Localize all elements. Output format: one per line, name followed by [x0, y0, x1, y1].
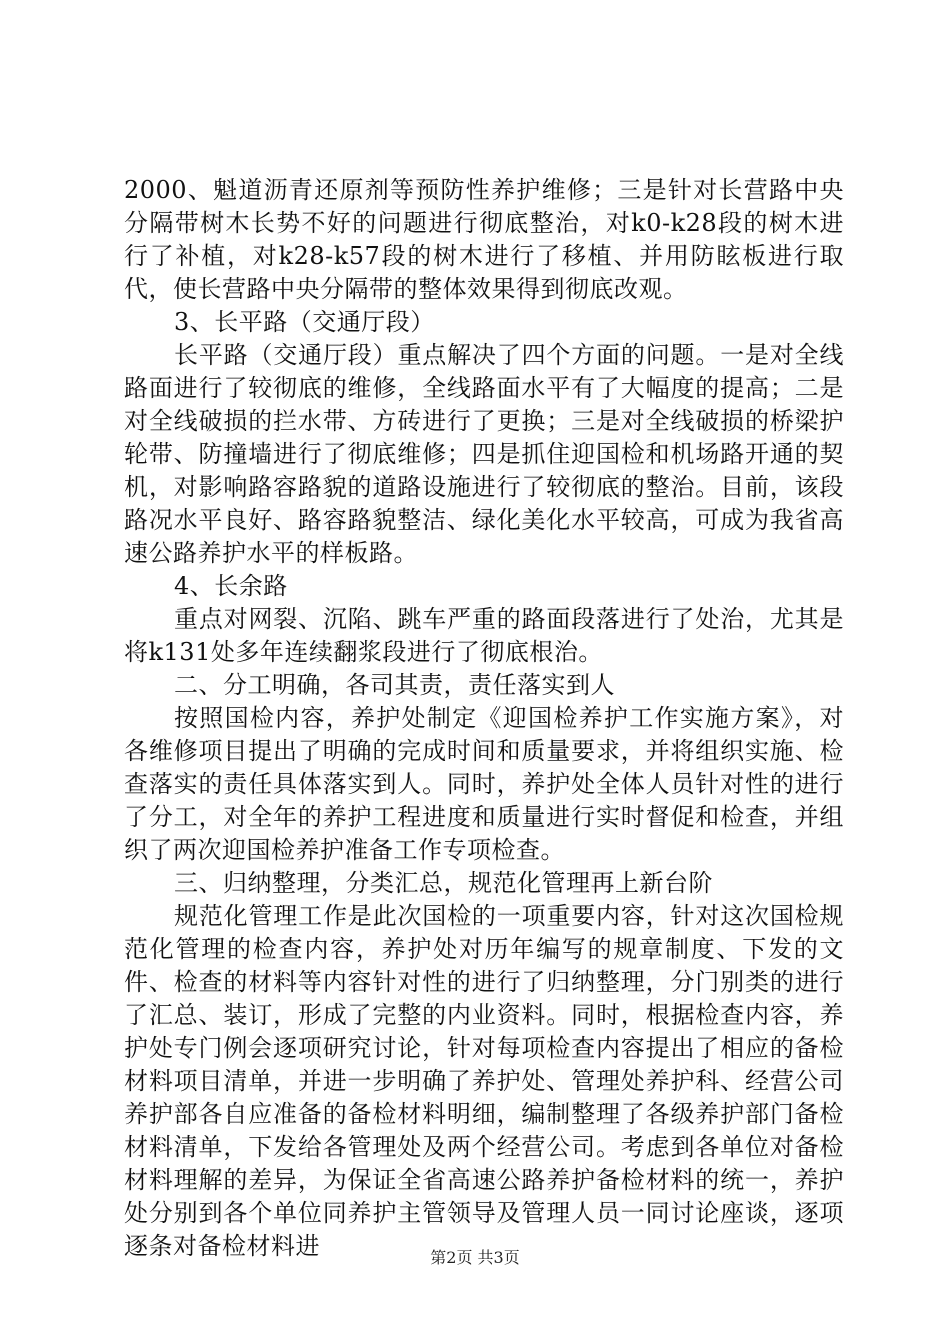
paragraph-continued: 2000、魁道沥青还原剂等预防性养护维修；三是针对长营路中央分隔带树木长势不好的问题进行彻底整治，对k0-k28段的树木进行了补植，对k28-k57段的树木进行了移植、并用防眩板进行取代，使长营路中央分隔带的整体效果得到彻底改观。 — [124, 176, 844, 303]
subheading-changyu-road: 4、长余路 — [174, 572, 288, 600]
subheading-changping-road: 3、长平路（交通厅段） — [174, 308, 435, 336]
document-body — [124, 174, 844, 1263]
section-heading-standardized-management: 三、归纳整理，分类汇总，规范化管理再上新台阶 — [174, 869, 713, 897]
page-number-footer: 第2页 共3页 — [430, 1248, 520, 1267]
paragraph-division-of-labor: 按照国检内容，养护处制定《迎国检养护工作实施方案》，对各维修项目提出了明确的完成时间和质量要求，并将组织实施、检查落实的责任具体落实到人。同时，养护处全体人员针对性的进行了分工，对全年的养护工程进度和质量进行实时督促和检查，并组织了两次迎国检养护准备工作专项检查。 — [124, 704, 844, 864]
paragraph-standardized-management: 规范化管理工作是此次国检的一项重要内容，针对这次国检规范化管理的检查内容，养护处对历年编写的规章制度、下发的文件、检查的材料等内容针对性的进行了归纳整理，分门别类的进行了汇总、装订，形成了完整的内业资料。同时，根据检查内容，养护处专门例会逐项研究讨论，针对每项检查内容提出了相应的备检材料项目清单，并进一步明确了养护处、管理处养护科、经营公司养护部各自应准备的备检材料明细，编制整理了各级养护部门备检材料清单，下发给各管理处及两个经营公司。考虑到各单位对备检材料理解的差异，为保证全省高速公路养护备检材料的统一，养护处分别到各个单位同养护主管领导及管理人员一同讨论座谈，逐项逐条对备检材料进 — [124, 902, 844, 1260]
paragraph-changping-road: 长平路（交通厅段）重点解决了四个方面的问题。一是对全线路面进行了较彻底的维修，全线路面水平有了大幅度的提高；二是对全线破损的拦水带、方砖进行了更换；三是对全线破损的桥梁护轮带、防撞墙进行了彻底维修；四是抓住迎国检和机场路开通的契机，对影响路容路貌的道路设施进行了较彻底的整治。目前，该段路况水平良好、路容路貌整洁、绿化美化水平较高，可成为我省高速公路养护水平的样板路。 — [124, 341, 844, 567]
section-heading-division-of-labor: 二、分工明确，各司其责，责任落实到人 — [174, 671, 615, 699]
paragraph-changyu-road: 重点对网裂、沉陷、跳车严重的路面段落进行了处治，尤其是将k131处多年连续翻浆段进行了彻底根治。 — [124, 605, 844, 666]
